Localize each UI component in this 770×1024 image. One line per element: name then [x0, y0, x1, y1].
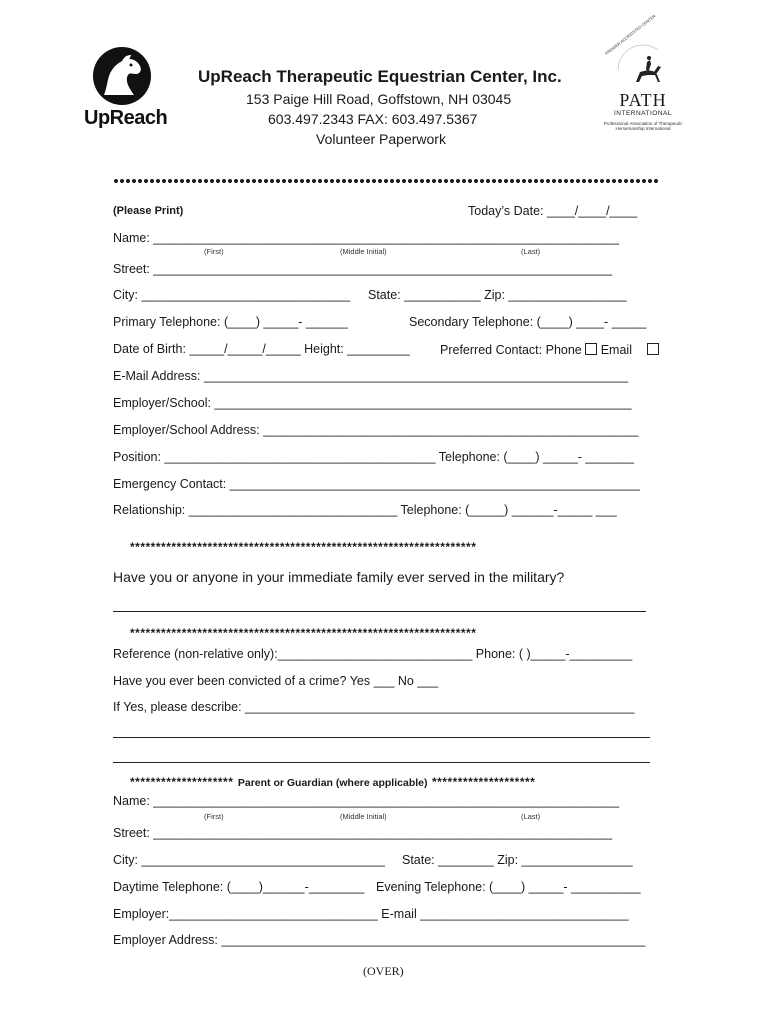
- street-field[interactable]: Street: __________________________________________________________________: [113, 262, 613, 276]
- path-logo-tagline-1: Professional Association of Therapeutic: [603, 121, 683, 126]
- email-address-field[interactable]: E-Mail Address: _____________________________________________________________: [113, 369, 629, 383]
- over-footer: (OVER): [363, 964, 404, 978]
- name-middle-caption: (Middle Initial): [340, 247, 387, 256]
- header-document-name: Volunteer Paperwork: [316, 131, 446, 147]
- email-option-label: Email: [600, 343, 632, 357]
- page-title: UpReach Therapeutic Equestrian Center, Inc.: [198, 67, 562, 86]
- guardian-street-field[interactable]: Street: __________________________________________________________________: [113, 826, 613, 840]
- guardian-name-middle-caption: (Middle Initial): [340, 812, 387, 821]
- name-last-caption: (Last): [521, 247, 541, 256]
- employer-school-field[interactable]: Employer/School: ____________________________________________________________: [113, 396, 632, 410]
- upreach-logo-text: UpReach: [84, 107, 168, 129]
- city-field[interactable]: City: ______________________________: [113, 288, 351, 302]
- path-logo-tagline-2: Horsemanship International: [615, 126, 671, 131]
- position-telephone-field[interactable]: Position: _______________________________________ Telephone: (____) _____- _______: [113, 450, 635, 464]
- guardian-state-zip-field[interactable]: State: ________ Zip: ________________: [402, 853, 633, 867]
- guardian-name-last-caption: (Last): [521, 812, 541, 821]
- guardian-daytime-telephone-field[interactable]: Daytime Telephone: (____)______-________: [113, 880, 365, 894]
- please-print-note: (Please Print): [113, 205, 184, 217]
- military-answer-line[interactable]: [113, 611, 646, 612]
- header-phone-fax: 603.497.2343 FAX: 603.497.5367: [268, 111, 478, 127]
- reference-field[interactable]: Reference (non-relative only):____________________________ Phone: ( )_____-_________: [113, 647, 633, 661]
- preferred-contact-label: [440, 343, 659, 357]
- stars-divider-2: *******************************************************************: [130, 626, 477, 640]
- guardian-name-first-caption: (First): [204, 812, 224, 821]
- path-logo-name: PATH: [619, 90, 667, 110]
- secondary-telephone-field[interactable]: Secondary Telephone: (____) ____- _____: [409, 315, 647, 329]
- dob-height-field[interactable]: Date of Birth: _____/_____/_____ Height: _________: [113, 342, 410, 356]
- relationship-telephone-field[interactable]: Relationship: ______________________________ Telephone: (_____) ______-_____ ___: [113, 503, 617, 517]
- upreach-logo: [82, 45, 167, 135]
- email-checkbox[interactable]: [647, 343, 659, 355]
- stars-divider-1: *******************************************************************: [130, 540, 477, 554]
- header-address: 153 Paige Hill Road, Goffstown, NH 03045: [246, 91, 512, 107]
- path-international-logo: [598, 13, 688, 132]
- describe-line-3[interactable]: [113, 762, 650, 763]
- guardian-stars-right: ********************: [431, 775, 536, 789]
- path-logo-arc-text: PREMIER ACCREDITED CENTER: [604, 13, 657, 56]
- guardian-evening-telephone-field[interactable]: Evening Telephone: (____) _____- __________: [376, 880, 641, 894]
- dotted-divider: [113, 178, 660, 183]
- guardian-employer-address-field[interactable]: Employer Address: _____________________________________________________________: [113, 933, 646, 947]
- military-question: Have you or anyone in your immediate family ever served in the military?: [113, 569, 565, 585]
- path-logo-subname: INTERNATIONAL: [613, 110, 673, 117]
- guardian-heading: Parent or Guardian (where applicable): [237, 777, 428, 789]
- name-first-caption: (First): [204, 247, 224, 256]
- crime-question[interactable]: Have you ever been convicted of a crime? Yes ___ No ___: [113, 674, 439, 688]
- emergency-contact-field[interactable]: Emergency Contact: ___________________________________________________________: [113, 477, 640, 491]
- todays-date-field[interactable]: Today’s Date: ____/____/____: [468, 204, 638, 218]
- describe-line-2[interactable]: [113, 737, 650, 738]
- guardian-heading-row: [130, 773, 535, 791]
- horse-head-icon: [82, 45, 167, 107]
- preferred-contact-text: Preferred Contact: Phone: [440, 343, 582, 357]
- name-field[interactable]: Name: ___________________________________________________________________: [113, 231, 620, 245]
- phone-checkbox[interactable]: [585, 343, 597, 355]
- guardian-employer-email-field[interactable]: Employer:______________________________ E-mail ______________________________: [113, 907, 629, 921]
- guardian-name-field[interactable]: Name: ___________________________________________________________________: [113, 794, 620, 808]
- guardian-city-field[interactable]: City: ___________________________________: [113, 853, 385, 867]
- employer-school-address-field[interactable]: Employer/School Address: ______________________________________________________: [113, 423, 639, 437]
- describe-field[interactable]: If Yes, please describe: ________________________________________________________: [113, 700, 635, 714]
- primary-telephone-field[interactable]: Primary Telephone: (____) _____- ______: [113, 315, 348, 329]
- guardian-stars-left: ********************: [130, 775, 234, 789]
- state-zip-field[interactable]: State: ___________ Zip: _________________: [368, 288, 627, 302]
